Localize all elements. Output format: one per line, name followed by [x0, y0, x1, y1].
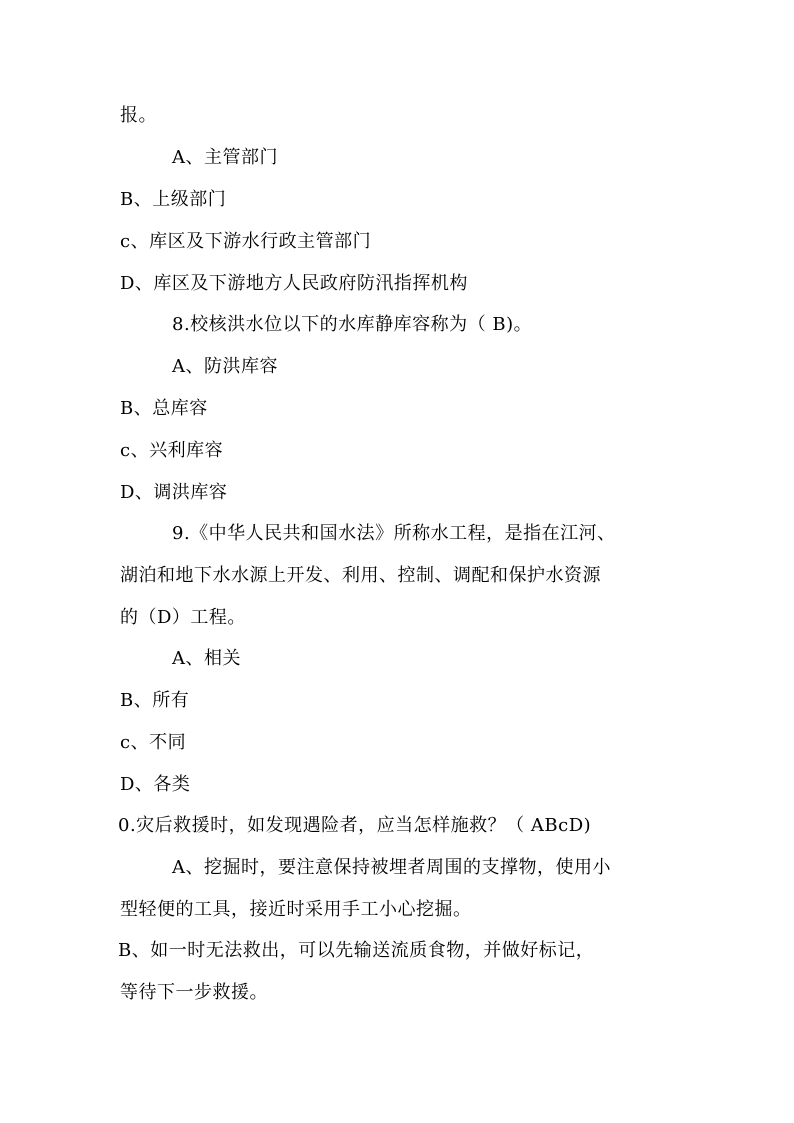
- text-line: 报。: [120, 105, 157, 126]
- option-line: A、主管部门: [172, 147, 278, 168]
- option-line: 型轻便的工具，接近时采用手工小心挖掘。: [120, 899, 472, 920]
- question-line: 9.《中华人民共和国水法》所称水工程，是指在江河、: [172, 523, 616, 544]
- question-line: 湖泊和地下水水源上开发、利用、控制、调配和保护水资源: [120, 565, 601, 586]
- option-line: D、各类: [120, 774, 191, 795]
- option-line: D、库区及下游地方人民政府防汛指挥机构: [120, 273, 468, 294]
- option-line: A、防洪库容: [172, 356, 278, 377]
- option-line: B、上级部门: [120, 189, 227, 210]
- question-line: 8.校核洪水位以下的水库静库容称为（ B)。: [172, 314, 533, 335]
- option-line: c、兴利库容: [120, 440, 224, 461]
- option-line: A、相关: [172, 648, 241, 669]
- option-line: D、调洪库容: [120, 482, 228, 503]
- option-line: c、不同: [120, 732, 187, 753]
- option-line: c、库区及下游水行政主管部门: [120, 231, 372, 252]
- option-line: 等待下一步救援。: [120, 982, 268, 1003]
- question-line: 的（D）工程。: [120, 607, 246, 628]
- option-line: B、所有: [120, 690, 190, 711]
- option-line: B、总库容: [120, 398, 208, 419]
- question-line: 0.灾后救援时，如发现遇险者，应当怎样施救？（ ABcD): [118, 815, 592, 836]
- option-line: A、挖掘时，要注意保持被埋者周围的支撑物，使用小: [172, 857, 611, 878]
- option-line: B、如一时无法救出，可以先输送流质食物，并做好标记，: [118, 940, 595, 961]
